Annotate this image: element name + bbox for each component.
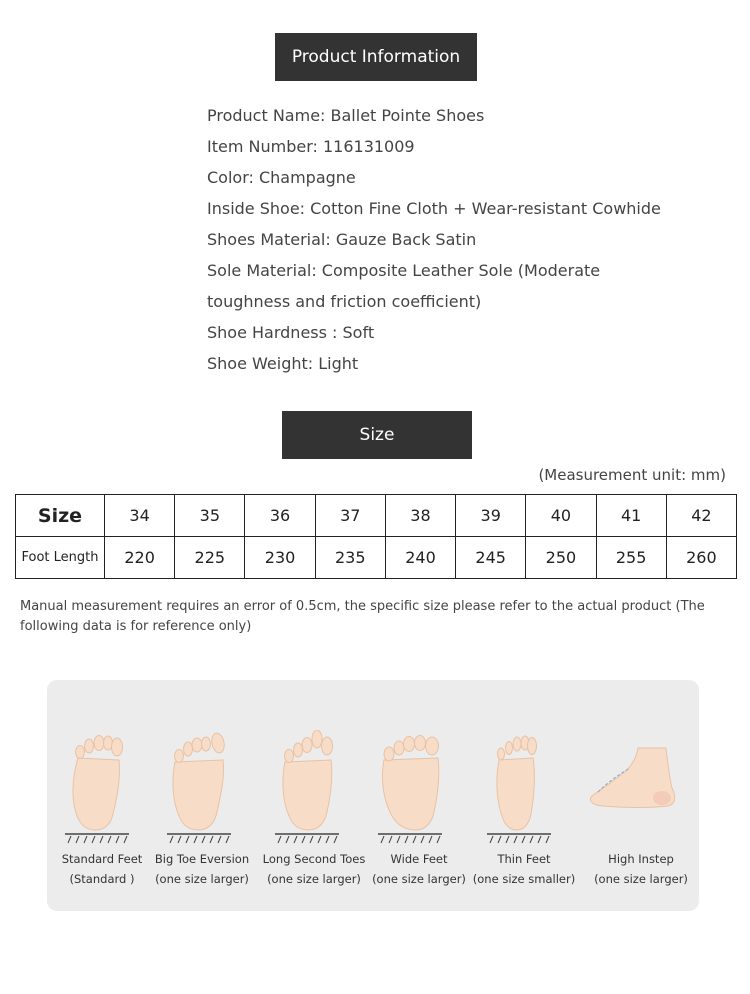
size-cell: 37 (315, 495, 385, 537)
size-header: Size (282, 411, 472, 459)
foot-length-cell: 250 (526, 537, 596, 579)
size-row-label: Size (16, 495, 105, 537)
foot-type-wide-feet (364, 680, 474, 911)
foot-length-cell: 225 (175, 537, 245, 579)
foot-length-row (16, 537, 737, 579)
product-information-header: Product Information (275, 33, 477, 81)
product-info-list (207, 100, 661, 379)
foot-type-thin-feet (469, 680, 579, 911)
foot-length-cell: 255 (596, 537, 666, 579)
shoes-material: Shoes Material: Gauze Back Satin (207, 230, 477, 249)
foot-length-cell: 220 (105, 537, 175, 579)
high-instep-foot-icon (586, 730, 696, 845)
foot-type-name: Wide Feet (390, 852, 448, 866)
foot-type-big-toe-eversion (147, 680, 257, 911)
foot-type-advice: (one size larger) (372, 872, 466, 886)
shoe-weight: Shoe Weight: Light (207, 354, 359, 373)
color: Color: Champagne (207, 168, 356, 187)
foot-type-guide-panel (47, 680, 699, 911)
size-chart-table (15, 494, 737, 579)
foot-length-cell: 245 (456, 537, 526, 579)
size-cell: 34 (105, 495, 175, 537)
foot-length-cell: 235 (315, 537, 385, 579)
foot-length-cell: 260 (666, 537, 736, 579)
measurement-unit-note: (Measurement unit: mm) (538, 466, 726, 484)
foot-type-high-instep (586, 680, 696, 911)
shoe-hardness: Shoe Hardness : Soft (207, 323, 375, 342)
standard-foot-icon (47, 730, 157, 845)
foot-type-advice: (one size larger) (267, 872, 361, 886)
foot-type-name: Standard Feet (61, 852, 143, 866)
foot-type-name: Big Toe Eversion (154, 852, 250, 866)
foot-length-cell: 230 (245, 537, 315, 579)
foot-type-advice: (Standard ) (69, 872, 135, 886)
size-cell: 40 (526, 495, 596, 537)
size-cell: 39 (456, 495, 526, 537)
size-cell: 41 (596, 495, 666, 537)
size-cell: 38 (385, 495, 455, 537)
thin-foot-icon (469, 730, 579, 845)
foot-length-row-label: Foot Length (16, 537, 105, 579)
size-row (16, 495, 737, 537)
foot-type-name: Long Second Toes (262, 852, 366, 866)
foot-type-name: High Instep (608, 852, 674, 866)
foot-type-advice: (one size larger) (155, 872, 249, 886)
size-cell: 36 (245, 495, 315, 537)
foot-type-advice: (one size larger) (594, 872, 688, 886)
sole-material: Sole Material: Composite Leather Sole (Moderate (207, 261, 601, 280)
foot-length-cell: 240 (385, 537, 455, 579)
big-toe-foot-icon (147, 730, 257, 845)
wide-foot-icon (364, 730, 474, 845)
product-name: Product Name: Ballet Pointe Shoes (207, 106, 485, 125)
measurement-note: Manual measurement requires an error of 0.5cm, the specific size please refer to the actual product (The following data is for reference only) (20, 599, 705, 634)
size-cell: 42 (666, 495, 736, 537)
long-second-toe-foot-icon (259, 730, 369, 845)
foot-type-advice: (one size smaller) (472, 872, 576, 886)
foot-type-name: Thin Feet (497, 852, 551, 866)
sole-material-continued: toughness and friction coefficient) (207, 292, 482, 311)
size-cell: 35 (175, 495, 245, 537)
foot-type-long-second-toes (259, 680, 369, 911)
inside-shoe: Inside Shoe: Cotton Fine Cloth + Wear-resistant Cowhide (207, 199, 661, 218)
item-number: Item Number: 116131009 (207, 137, 415, 156)
